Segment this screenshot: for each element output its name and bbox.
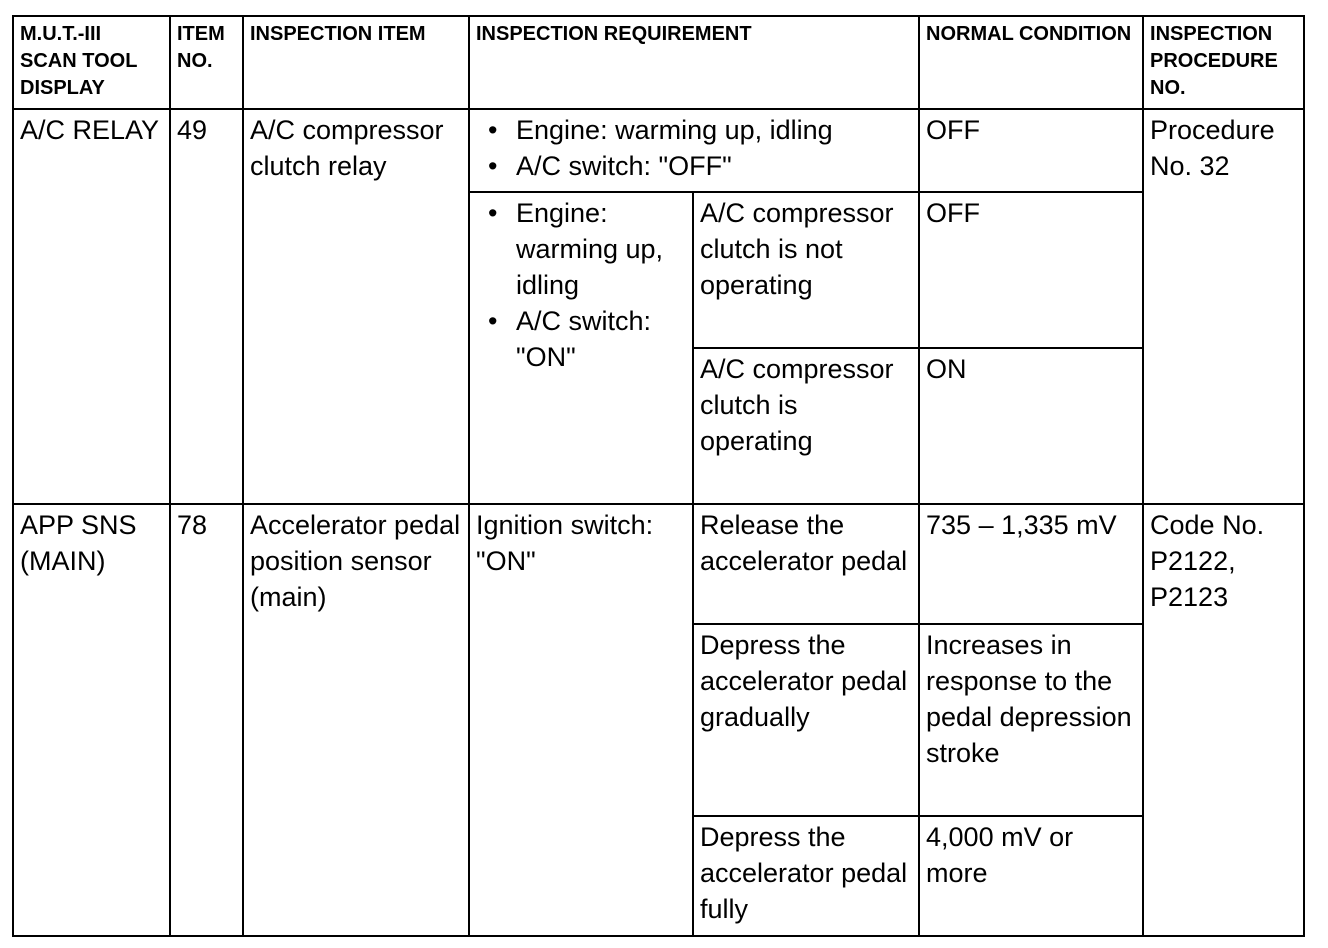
procedure-cell: Code No. P2122, P2123 xyxy=(1143,504,1304,936)
condition-cell: OFF xyxy=(919,192,1143,348)
sub-condition-cell: Release the accelerator pedal xyxy=(693,504,919,624)
sub-condition-cell: Depress the accelerator pedal fully xyxy=(693,816,919,936)
table-row xyxy=(13,504,1304,624)
display-cell: A/C RELAY xyxy=(13,109,170,504)
list-item: • Engine: warming up, idling xyxy=(476,112,912,148)
requirement-cell: Ignition switch: "ON" xyxy=(469,504,693,936)
list-item: • Engine: warming up, idling xyxy=(476,195,686,303)
sub-condition-cell: Depress the accelerator pedal gradually xyxy=(693,624,919,816)
condition-cell: 735 – 1,335 mV xyxy=(919,504,1143,624)
header-normal-condition: NORMAL CONDITION xyxy=(919,16,1143,109)
condition-cell: OFF xyxy=(919,109,1143,192)
requirement-list xyxy=(476,195,686,375)
header-display: M.U.T.-III SCAN TOOL DISPLAY xyxy=(13,16,170,109)
item-no-cell: 49 xyxy=(170,109,243,504)
procedure-cell: Procedure No. 32 xyxy=(1143,109,1304,504)
list-item: • A/C switch: "ON" xyxy=(476,303,686,375)
requirement-cell xyxy=(469,109,919,192)
sub-condition-cell: A/C compressor clutch is not operating xyxy=(693,192,919,348)
condition-cell: ON xyxy=(919,348,1143,504)
inspection-item-cell: A/C compressor clutch relay xyxy=(243,109,469,504)
header-row xyxy=(13,16,1304,109)
header-procedure-no: INSPECTION PROCEDURE NO. xyxy=(1143,16,1304,109)
inspection-item-cell: Accelerator pedal position sensor (main) xyxy=(243,504,469,936)
requirement-list xyxy=(476,112,912,184)
condition-cell: Increases in response to the pedal depression stroke xyxy=(919,624,1143,816)
sub-condition-cell: A/C compressor clutch is operating xyxy=(693,348,919,504)
item-no-cell: 78 xyxy=(170,504,243,936)
condition-cell: 4,000 mV or more xyxy=(919,816,1143,936)
display-cell: APP SNS (MAIN) xyxy=(13,504,170,936)
requirement-cell xyxy=(469,192,693,504)
list-item: • A/C switch: "OFF" xyxy=(476,148,912,184)
header-item-no: ITEM NO. xyxy=(170,16,243,109)
inspection-table xyxy=(12,15,1305,937)
header-inspection-item: INSPECTION ITEM xyxy=(243,16,469,109)
table-row xyxy=(13,109,1304,192)
header-inspection-requirement: INSPECTION REQUIREMENT xyxy=(469,16,919,109)
